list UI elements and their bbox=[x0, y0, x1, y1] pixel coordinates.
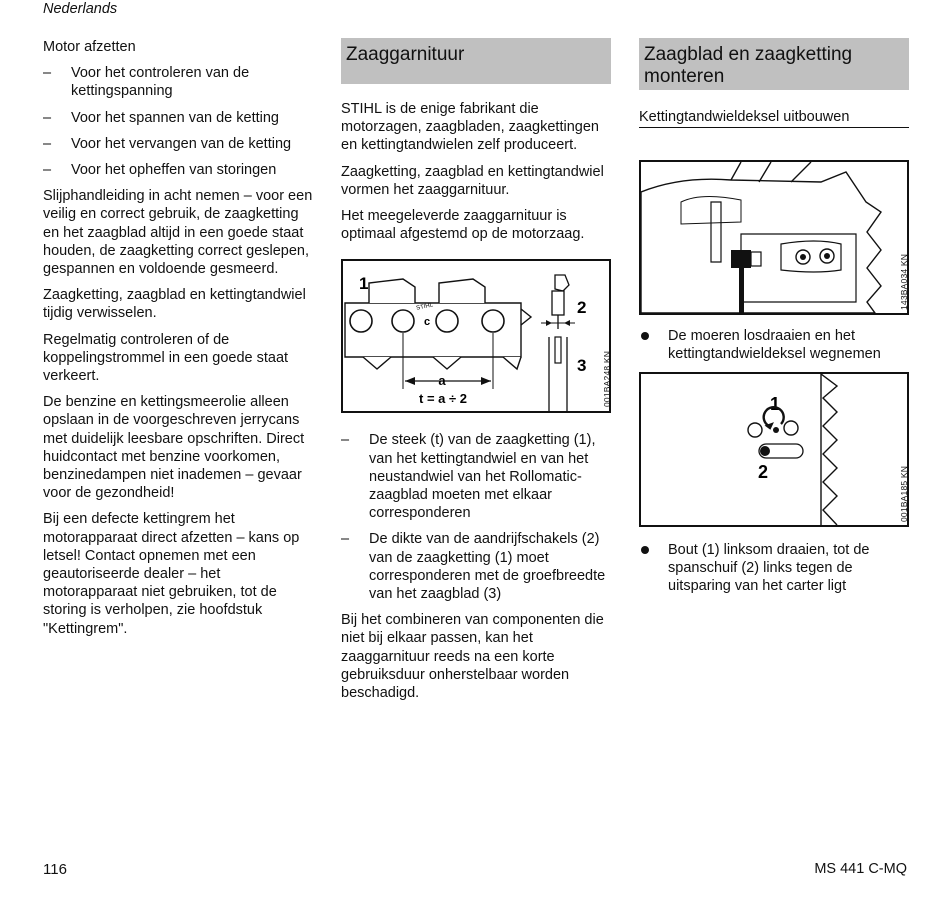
chain-pitch-illustration bbox=[343, 261, 609, 411]
paragraph-chain-brake: Bij een defecte kettingrem het motorapparaat direct afzetten – kans op letsel! Contact opnemen met een geautoriseerde dealer – het motorapparaat niet gebruiken, tot de storing is verholpen, zie hoofdstuk "Kettingrem". bbox=[43, 511, 300, 637]
model-name: MS 441 C-MQ bbox=[814, 861, 907, 877]
chain-pitch-figure bbox=[341, 259, 611, 413]
sprocket-cover-illustration bbox=[641, 162, 907, 313]
subheading-cover-removal: Kettingtandwieldeksel uitbouwen bbox=[639, 108, 909, 128]
language-label: Nederlands bbox=[43, 1, 118, 17]
stop-engine-list bbox=[43, 64, 313, 179]
list-item: – De dikte van de aandrijfschakels (2) van de zaagketting (1) moet corresponderen met de groefbreedte van het zaagblad (3) bbox=[341, 530, 611, 603]
list-item: – Voor het opheffen van storingen bbox=[43, 161, 313, 179]
tensioner-illustration bbox=[641, 374, 907, 525]
section-heading-motor-afzetten: Motor afzetten bbox=[43, 39, 136, 55]
paragraph-replace: Zaagketting, zaagblad en kettingtandwiel tijdig verwisselen. bbox=[43, 287, 306, 322]
paragraph-matched: Het meegeleverde zaaggarnituur is optimaal afgestemd op de motorzaag. bbox=[341, 208, 585, 243]
label-1: 1 bbox=[359, 274, 369, 294]
paragraph-fuel-storage: De benzine en kettingsmeerolie alleen opslaan in de voorgeschreven jerrycans met duidelijk leesbare opschriften. Direct huidcontact met benzine voorkomen, benzinedampen niet inademen – gevaar voor de gezondheid! bbox=[43, 394, 305, 502]
emphasis-text: Slijphandleiding in acht nemen bbox=[43, 188, 240, 205]
list-item: De moeren losdraaien en het kettingtandwieldeksel wegnemen bbox=[639, 327, 909, 363]
emphasis-text: gevaar voor de gezondheid! bbox=[43, 467, 302, 502]
list-item: Bout (1) linksom draaien, tot de spanschuif (2) links tegen de uitsparing van het carter ligt bbox=[639, 541, 909, 596]
brand-mark: STIHL bbox=[415, 302, 434, 313]
sprocket-cover-figure bbox=[639, 160, 909, 315]
paragraph-components: Zaagketting, zaagblad en kettingtandwiel vormen het zaaggarnituur. bbox=[341, 163, 604, 198]
tensioner-figure bbox=[639, 372, 909, 527]
emphasis-text: kans op letsel! bbox=[43, 529, 300, 564]
list-item: – Voor het vervangen van de ketting bbox=[43, 135, 313, 153]
list-item: – Voor het controleren van de kettingspanning bbox=[43, 64, 313, 100]
section-title-monteren: Zaagblad en zaagketting monteren bbox=[639, 38, 909, 90]
label-3: 3 bbox=[577, 356, 587, 376]
paragraph-sharpening: Slijphandleiding in acht nemen – voor een veilig en correct gebruik, de zaagketting en het zaagblad altijd in een goede staat houden, de zaagketting correct geslepen, gespannen en voldoende gesmeerd. bbox=[43, 188, 313, 278]
figure-code: 143BA034 KN bbox=[899, 254, 909, 311]
column-1 bbox=[43, 38, 313, 646]
compatibility-list bbox=[341, 431, 611, 603]
paragraph-clutch-drum: Regelmatig controleren of de koppelingstrommel in een goede staat verkeert. bbox=[43, 331, 289, 385]
column-3 bbox=[639, 38, 909, 603]
list-item: – De steek (t) van de zaagketting (1), van het kettingtandwiel en van het neustandwiel van het Rollomatic-zaagblad moeten met elkaar corresponderen bbox=[341, 431, 611, 522]
page-number: 116 bbox=[43, 861, 67, 878]
steps-list-2 bbox=[639, 541, 909, 596]
label-a: a bbox=[438, 373, 446, 389]
label-c: c bbox=[423, 316, 431, 329]
figure-code: 001BA248 KN bbox=[602, 351, 612, 408]
paragraph-damage-warning: Bij het combineren van componenten die niet bij elkaar passen, kan het zaaggarnituur reeds na een korte gebruiksduur onherstelbaar worden beschadigd. bbox=[341, 612, 604, 702]
label-2: 2 bbox=[577, 298, 587, 318]
section-title-zaaggarnituur: Zaaggarnituur bbox=[341, 38, 611, 84]
formula-label: t = a ÷ 2 bbox=[419, 391, 467, 407]
label-1: 1 bbox=[769, 393, 781, 414]
list-item: – Voor het spannen van de ketting bbox=[43, 109, 313, 127]
label-2: 2 bbox=[757, 461, 769, 482]
figure-code: 001BA185 KN bbox=[899, 465, 909, 522]
paragraph-manufacturer: STIHL is de enige fabrikant die motorzagen, zaagbladen, zaagkettingen en kettingtandwielen zelf produceert. bbox=[341, 101, 599, 154]
steps-list-1 bbox=[639, 327, 909, 363]
column-2 bbox=[341, 38, 611, 710]
